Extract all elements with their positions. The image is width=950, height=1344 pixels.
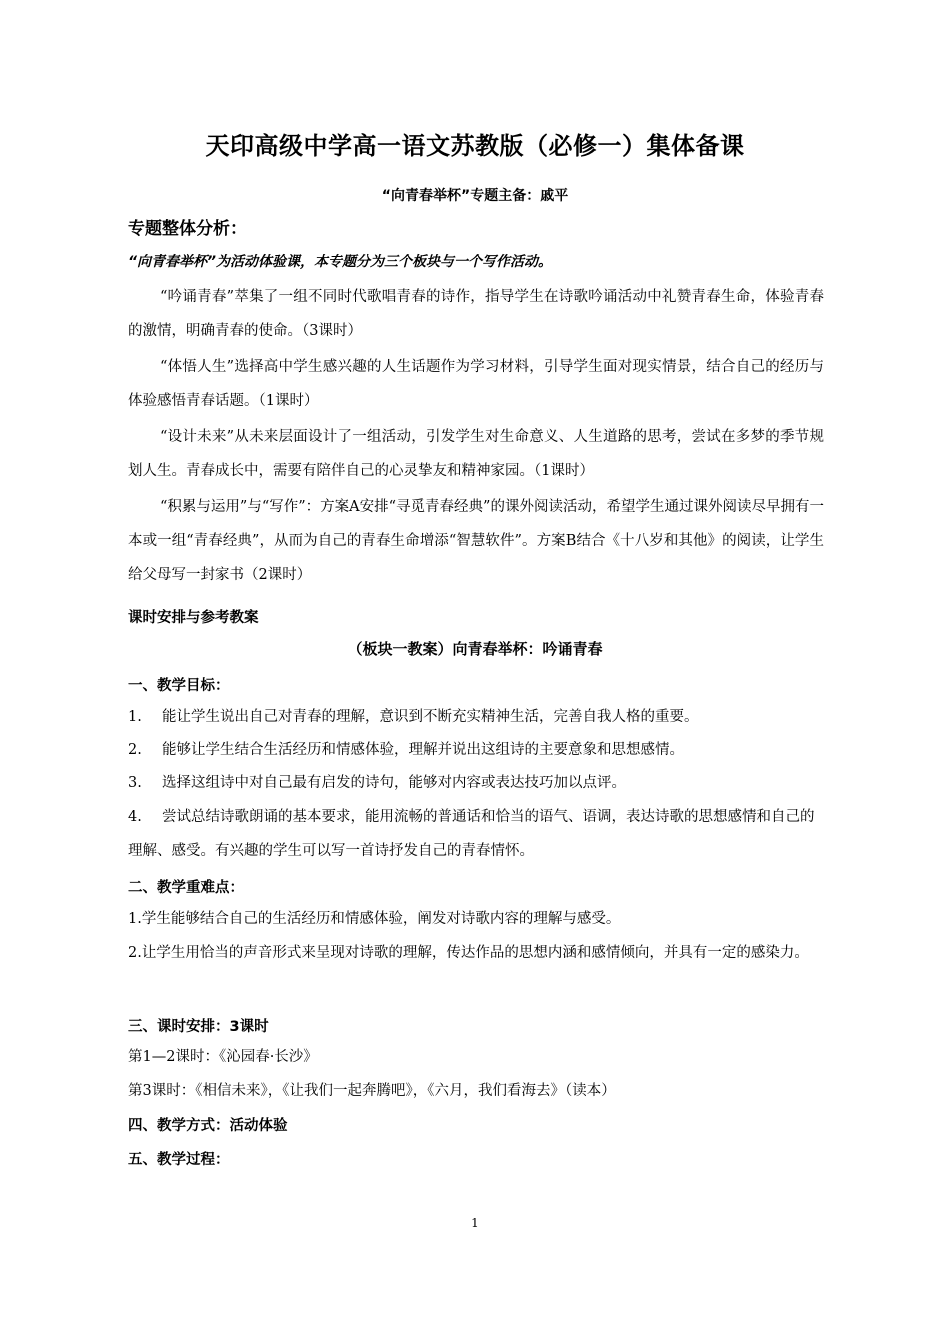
goal-item [128,766,828,800]
lesson-item: 第3课时：《相信未来》，《让我们一起奔腾吧》，《六月，我们看海去》（读本） [128,1083,616,1099]
goal-text: 尝试总结诗歌朗诵的基本要求，能用流畅的普通话和恰当的语气、语调，表达诗歌的思想感情和自己的理解、感受。有兴趣的学生可以写一首诗抒发自己的青春情怀。 [128,809,815,859]
lesson-heading: 三、课时安排：3课时 [128,1019,269,1035]
paragraph [128,420,824,488]
intro-text: “向青春举杯”为活动体验课，本专题分为三个板块与一个写作活动。 [128,254,553,270]
keypoint-item: 1.学生能够结合自己的生活经历和情感体验，阐发对诗歌内容的理解与感受。 [128,911,621,927]
goal-text: 选择这组诗中对自己最有启发的诗句，能够对内容或表达技巧加以点评。 [162,775,626,791]
page-number: 1 [471,1216,479,1230]
keypoint-item: 2.让学生用恰当的声音形式来呈现对诗歌的理解，传达作品的思想内涵和感情倾向，并具有一定的感染力。 [128,945,809,961]
paragraph-text: “设计未来”从未来层面设计了一组活动，引发学生对生命意义、人生道路的思考，尝试在多梦的季节规划人生。青春成长中，需要有陪伴自己的心灵挚友和精神家园。（1课时） [128,429,824,479]
process-heading: 五、教学过程： [128,1152,230,1168]
goal-number: 4. [128,809,142,825]
paragraph [128,280,824,348]
goal-item [128,700,828,734]
goal-text: 能让学生说出自己对青春的理解，意识到不断充实精神生活，完善自我人格的重要。 [162,709,699,725]
goal-text: 能够让学生结合生活经历和情感体验，理解并说出这组诗的主要意象和思想感情。 [162,742,684,758]
document-subtitle: “向青春举杯”专题主备：戚平 [381,188,569,204]
keypoints-heading: 二、教学重难点： [128,880,244,896]
paragraph [128,490,824,592]
paragraph [128,350,824,418]
section-heading-overall: 专题整体分析： [128,219,247,239]
method-heading: 四、教学方式：活动体验 [128,1118,288,1134]
goal-item [128,800,828,868]
goal-item [128,733,828,767]
paragraph-text: “吟诵青春”萃集了一组不同时代歌唱青春的诗作，指导学生在诗歌吟诵活动中礼赞青春生命，体验青春的激情，明确青春的使命。（3课时） [128,289,824,339]
paragraph-text: “积累与运用”与“写作”：方案A安排“寻觅青春经典”的课外阅读活动，希望学生通过课外阅读尽早拥有一本或一组“青春经典”，从而为自己的青春生命增添“智慧软件”。方案B结合《十八岁和其他》的阅读，让学生给父母写一封家书（2课时） [128,499,824,583]
module-heading: （板块一教案）向青春举杯：吟诵青春 [347,640,603,658]
goal-number: 3. [128,775,142,791]
schedule-heading: 课时安排与参考教案 [128,610,259,626]
goal-number: 2. [128,742,142,758]
goal-number: 1. [128,709,142,725]
goals-heading: 一、教学目标： [128,678,230,694]
document-title: 天印高级中学高一语文苏教版（必修一）集体备课 [205,132,745,160]
paragraph-text: “体悟人生”选择高中学生感兴趣的人生话题作为学习材料，引导学生面对现实情景，结合自己的经历与体验感悟青春话题。（1课时） [128,359,824,409]
lesson-item: 第1—2课时：《沁园春·长沙》 [128,1049,318,1065]
